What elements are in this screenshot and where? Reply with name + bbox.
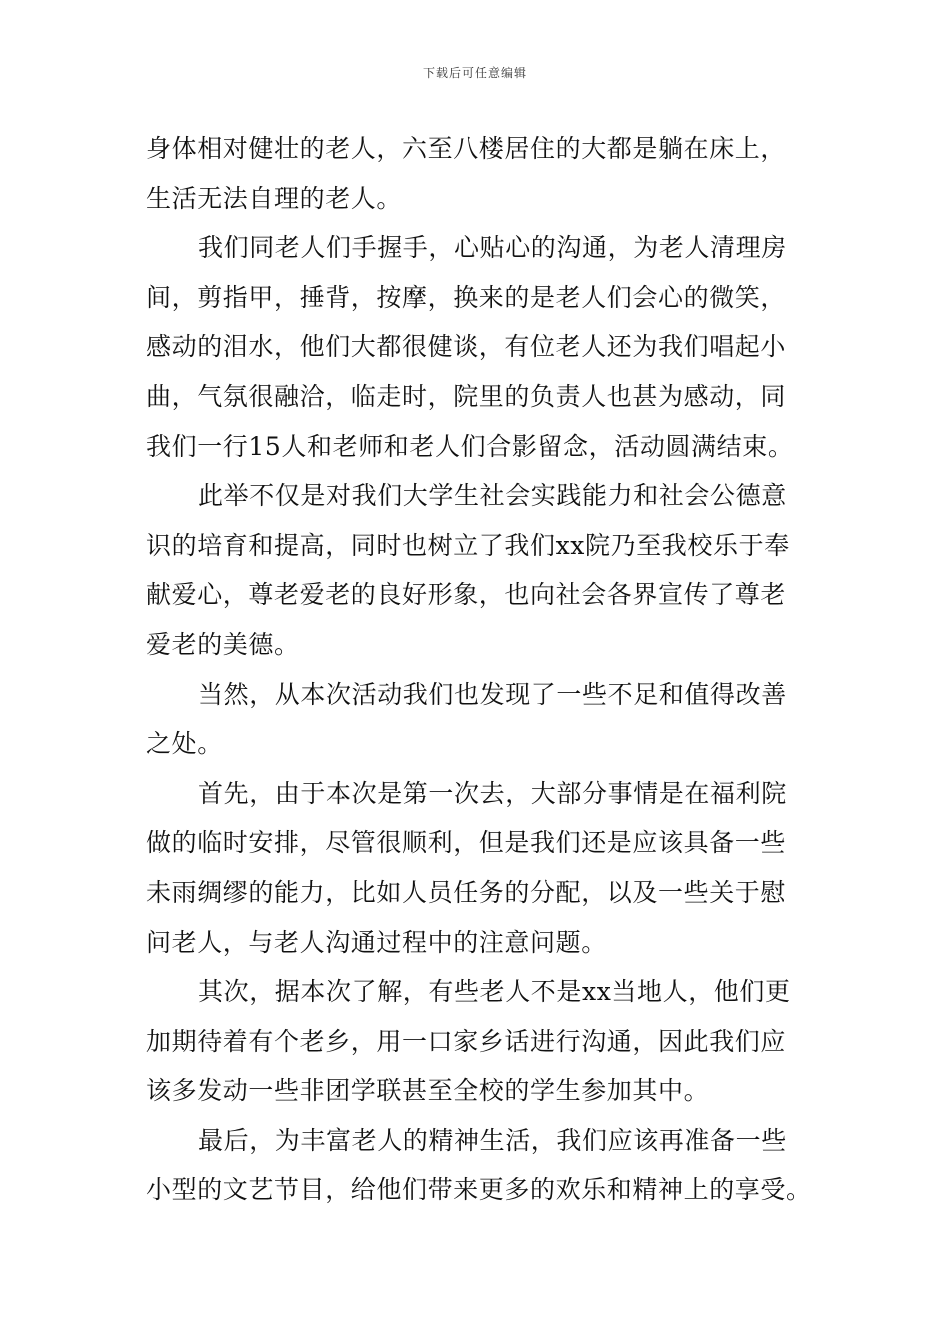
text-line: 生活无法自理的老人。	[146, 183, 403, 213]
text-line: 爱老的美德。	[146, 629, 300, 659]
text-line: 感动的泪水，他们大都很健谈，有位老人还为我们唱起小	[146, 332, 787, 362]
text-line: 未雨绸缪的能力，比如人员任务的分配，以及一些关于慰	[146, 877, 787, 907]
text-line: 身体相对健壮的老人，六至八楼居住的大都是躺在床上，	[146, 134, 787, 163]
text-line: 小型的文艺节目，给他们带来更多的欢乐和精神上的享受。	[146, 1175, 812, 1205]
text-line: 之处。	[146, 729, 223, 759]
paragraph-start-line: 其次，据本次了解，有些老人不是xx当地人，他们更	[198, 977, 791, 1007]
paragraph-start-line: 我们同老人们手握手，心贴心的沟通，为老人清理房	[198, 233, 787, 263]
paragraph-start-line: 最后，为丰富老人的精神生活，我们应该再准备一些	[198, 1125, 787, 1155]
text-line: 该多发动一些非团学联甚至全校的学生参加其中。	[146, 1076, 710, 1106]
paragraph-start-line: 当然，从本次活动我们也发现了一些不足和值得改善	[198, 679, 787, 709]
page-header: 下载后可任意编辑	[422, 66, 527, 80]
paragraph-start-line: 此举不仅是对我们大学生社会实践能力和社会公德意	[198, 481, 787, 511]
text-line: 我们一行15人和老师和老人们合影留念，活动圆满结束。	[146, 431, 794, 461]
text-line: 问老人，与老人沟通过程中的注意问题。	[146, 927, 607, 957]
paragraph-start-line: 首先，由于本次是第一次去，大部分事情是在福利院	[198, 778, 787, 808]
text-line: 曲，气氛很融洽，临走时，院里的负责人也甚为感动，同	[146, 381, 787, 411]
document-body	[146, 124, 811, 1215]
text-line: 加期待着有个老乡，用一口家乡话进行沟通，因此我们应	[146, 1026, 787, 1056]
text-line: 识的培育和提高，同时也树立了我们xx院乃至我校乐于奉	[146, 530, 790, 560]
text-line: 做的临时安排，尽管很顺利，但是我们还是应该具备一些	[146, 828, 787, 858]
text-line: 间，剪指甲，捶背，按摩，换来的是老人们会心的微笑，	[146, 282, 787, 312]
text-line: 献爱心，尊老爱老的良好形象，也向社会各界宣传了尊老	[146, 580, 787, 610]
